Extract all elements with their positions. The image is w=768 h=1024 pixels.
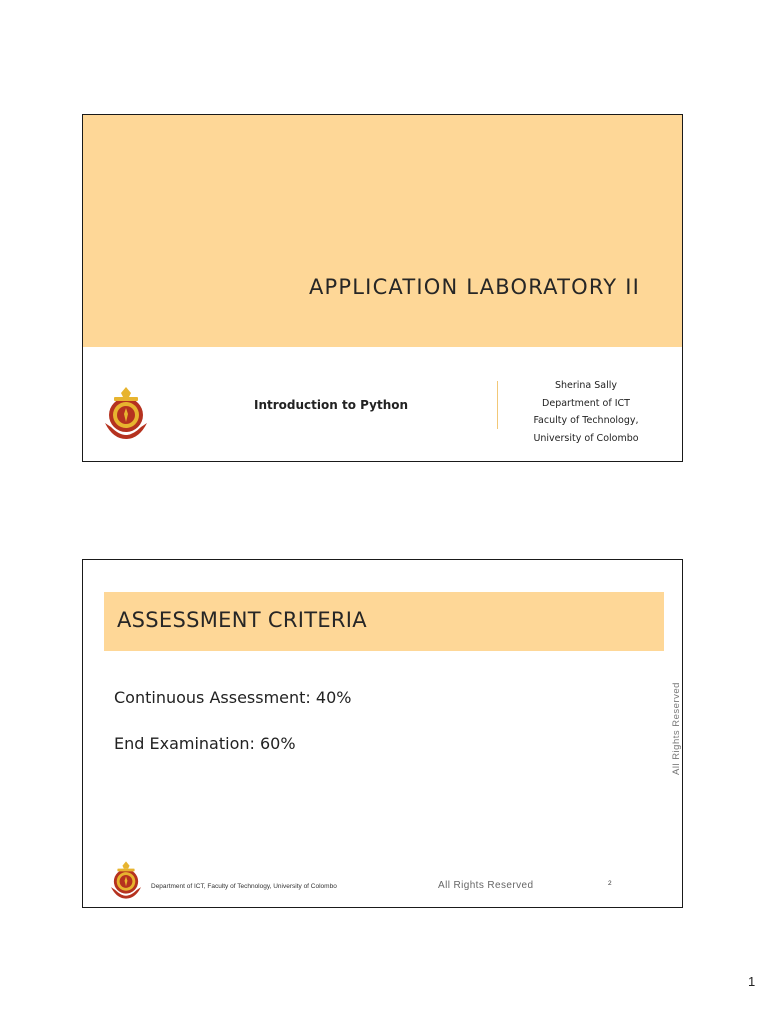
university-seal-icon [103,385,149,441]
title-slide [82,114,683,462]
author-university: University of Colombo [533,432,639,444]
slide-title: APPLICATION LABORATORY II [308,275,640,299]
slide-number: 2 [608,880,612,887]
author-department: Department of ICT [542,397,630,409]
list-item: Continuous Assessment: 40% [114,688,352,707]
rights-reserved-text: All Rights Reserved [438,880,534,891]
author-block [523,377,649,447]
side-watermark: All Rights Reserved [671,682,682,775]
assessment-slide [82,559,683,908]
title-banner [83,115,682,347]
vertical-divider [497,381,498,429]
page-number: 1 [748,974,756,989]
title-banner [104,592,664,651]
author-faculty: Faculty of Technology, [533,415,639,426]
university-seal-icon [109,860,143,900]
author-name: Sherina Sally [554,380,618,391]
list-item: End Examination: 60% [114,734,296,753]
course-subtitle: Introduction to Python [254,398,409,412]
slide-footer: Department of ICT, Faculty of Technology, University of Colombo [151,883,337,890]
slide-title: ASSESSMENT CRITERIA [117,608,367,632]
